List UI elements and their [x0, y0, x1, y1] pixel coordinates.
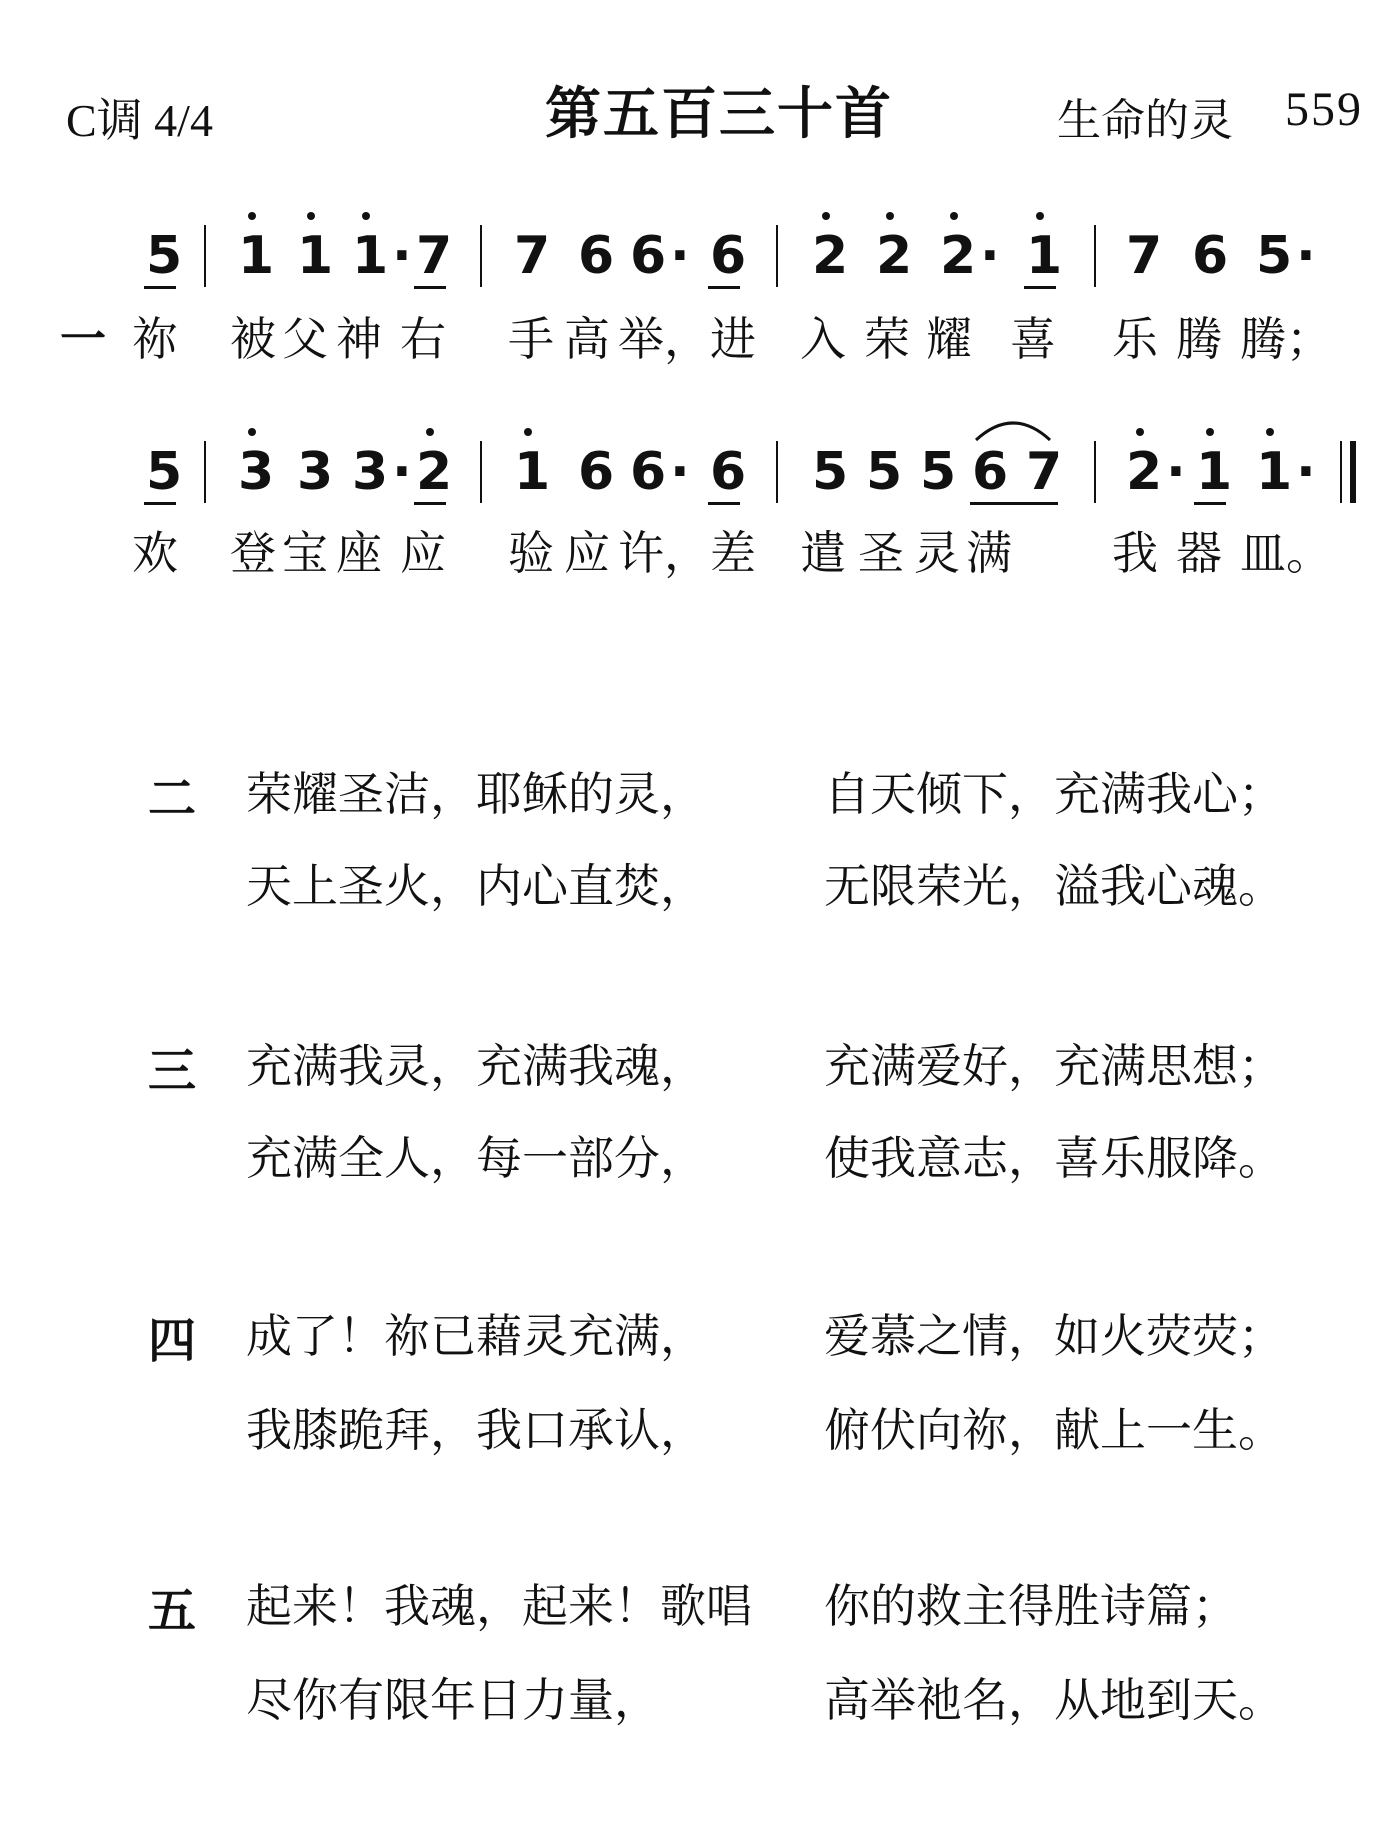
lyric: 耀 [926, 312, 972, 366]
lyric: 许 [618, 526, 664, 580]
dot-note: · [392, 226, 412, 286]
note: 3 [297, 442, 334, 502]
note: 5 [866, 442, 903, 502]
note: 6 [1192, 226, 1229, 286]
note: 3 [352, 442, 389, 502]
underline [144, 502, 176, 505]
stanza-line: 我膝跪拜，我口承认， [246, 1403, 706, 1457]
stanza-line: 自天倾下，充满我心； [824, 767, 1284, 821]
note: 1 [1196, 442, 1233, 502]
lyric: 圣 [858, 526, 904, 580]
lyric: 器 [1176, 526, 1222, 580]
stanza-line: 起来！我魂，起来！歌唱 [246, 1579, 752, 1633]
note: 7 [416, 226, 453, 286]
dot-note: · [392, 442, 412, 502]
final-barline-thick [1350, 441, 1356, 503]
lyric: 乐 [1112, 312, 1158, 366]
note: 2 [940, 226, 977, 286]
note: 3 [238, 442, 275, 502]
barline [1094, 225, 1096, 287]
octave-dot [1136, 428, 1144, 436]
stanza-line: 充满爱好，充满思想； [824, 1039, 1284, 1093]
note: 1 [1026, 226, 1063, 286]
octave-dot [1206, 428, 1214, 436]
barline [480, 441, 482, 503]
final-barline [1340, 441, 1342, 503]
stanza-line: 荣耀圣洁，耶稣的灵， [246, 767, 706, 821]
lyric: 入 [800, 312, 846, 366]
lyric: 我 [1112, 526, 1158, 580]
stanza-line: 无限荣光，溢我心魂。 [824, 859, 1284, 913]
barline [204, 225, 206, 287]
note: 2 [1126, 442, 1163, 502]
note: 7 [1026, 442, 1063, 502]
stanza-line: 俯伏向祢，献上一生。 [824, 1403, 1284, 1457]
note: 7 [514, 226, 551, 286]
note: 5 [920, 442, 957, 502]
note: 5 [146, 442, 183, 502]
barline [776, 441, 778, 503]
note: 1 [1256, 442, 1293, 502]
lyric: ，进 [664, 312, 756, 366]
note: 6 [710, 226, 747, 286]
note: 1 [352, 226, 389, 286]
lyric: 皿。 [1240, 526, 1332, 580]
lyric: 举 [618, 312, 664, 366]
underline [1194, 502, 1226, 505]
slur [972, 410, 1054, 444]
lyric: 右 [400, 312, 446, 366]
dot-note: · [1296, 226, 1316, 286]
note: 2 [416, 442, 453, 502]
note: 6 [710, 442, 747, 502]
lyric: 荣 [864, 312, 910, 366]
barline [776, 225, 778, 287]
barline [480, 225, 482, 287]
stanza-line: 天上圣火，内心直焚， [246, 859, 706, 913]
note: 5 [812, 442, 849, 502]
lyric: 登 [230, 526, 276, 580]
stanza-line: 使我意志，喜乐服降。 [824, 1131, 1284, 1185]
dot-note: · [670, 442, 690, 502]
lyric: 祢 [132, 312, 178, 366]
barline [1094, 441, 1096, 503]
octave-dot [1266, 428, 1274, 436]
octave-dot [524, 428, 532, 436]
dot-note: · [1296, 442, 1316, 502]
stanza-number: 三 [148, 1043, 197, 1099]
lyric: 高 [564, 312, 610, 366]
lyric: 被 [230, 312, 276, 366]
lyric: 欢 [132, 526, 178, 580]
note: 6 [578, 226, 615, 286]
note: 5 [146, 226, 183, 286]
octave-dot [426, 428, 434, 436]
underline [144, 286, 176, 289]
stanza-number: 五 [148, 1583, 197, 1639]
octave-dot [307, 212, 315, 220]
lyric: 喜 [1010, 312, 1056, 366]
note: 6 [630, 442, 667, 502]
stanza-line: 充满全人，每一部分， [246, 1131, 706, 1185]
octave-dot [822, 212, 830, 220]
lyric: ，差 [664, 526, 756, 580]
lyric: 神 [336, 312, 382, 366]
underline [414, 502, 446, 505]
lyric: 父 [282, 312, 328, 366]
stanza-line: 尽你有限年日力量， [246, 1673, 660, 1727]
lyric: 腾 [1176, 312, 1222, 366]
lyric: 满 [966, 526, 1012, 580]
lyric: 腾； [1240, 312, 1332, 366]
note: 7 [1126, 226, 1163, 286]
stanza-line: 你的救主得胜诗篇； [824, 1579, 1238, 1633]
note: 1 [514, 442, 551, 502]
lyric-verse-number: 一 [60, 312, 106, 366]
page-number: 559 [1285, 83, 1363, 136]
stanza-line: 高举祂名，从地到天。 [824, 1673, 1284, 1727]
lyric: 验 [508, 526, 554, 580]
stanza-number: 四 [148, 1313, 197, 1369]
underline [708, 502, 740, 505]
note: 1 [238, 226, 275, 286]
note: 6 [630, 226, 667, 286]
stanza-number: 二 [148, 771, 197, 827]
octave-dot [248, 428, 256, 436]
dot-note: · [980, 226, 1000, 286]
note: 6 [972, 442, 1009, 502]
lyric: 遣 [800, 526, 846, 580]
octave-dot [248, 212, 256, 220]
lyric: 灵 [914, 526, 960, 580]
note: 5 [1256, 226, 1293, 286]
note: 6 [578, 442, 615, 502]
underline [970, 502, 1058, 505]
octave-dot [950, 212, 958, 220]
lyric: 手 [508, 312, 554, 366]
note: 2 [876, 226, 913, 286]
dot-note: · [670, 226, 690, 286]
page-title: 第五百三十首 [545, 82, 893, 147]
octave-dot [1036, 212, 1044, 220]
note: 1 [297, 226, 334, 286]
stanza-line: 成了！祢已藉灵充满， [246, 1309, 706, 1363]
barline [204, 441, 206, 503]
key-signature: C调 4/4 [66, 95, 213, 146]
stanza-line: 充满我灵，充满我魂， [246, 1039, 706, 1093]
lyric: 宝 [282, 526, 328, 580]
underline [708, 286, 740, 289]
lyric: 座 [336, 526, 382, 580]
lyric: 应 [564, 526, 610, 580]
underline [414, 286, 446, 289]
underline [1024, 286, 1056, 289]
dot-note: · [1166, 442, 1186, 502]
octave-dot [886, 212, 894, 220]
note: 2 [812, 226, 849, 286]
lyric: 应 [400, 526, 446, 580]
hymn-name: 生命的灵 [1057, 95, 1233, 146]
octave-dot [362, 212, 370, 220]
stanza-line: 爱慕之情，如火荧荧； [824, 1309, 1284, 1363]
